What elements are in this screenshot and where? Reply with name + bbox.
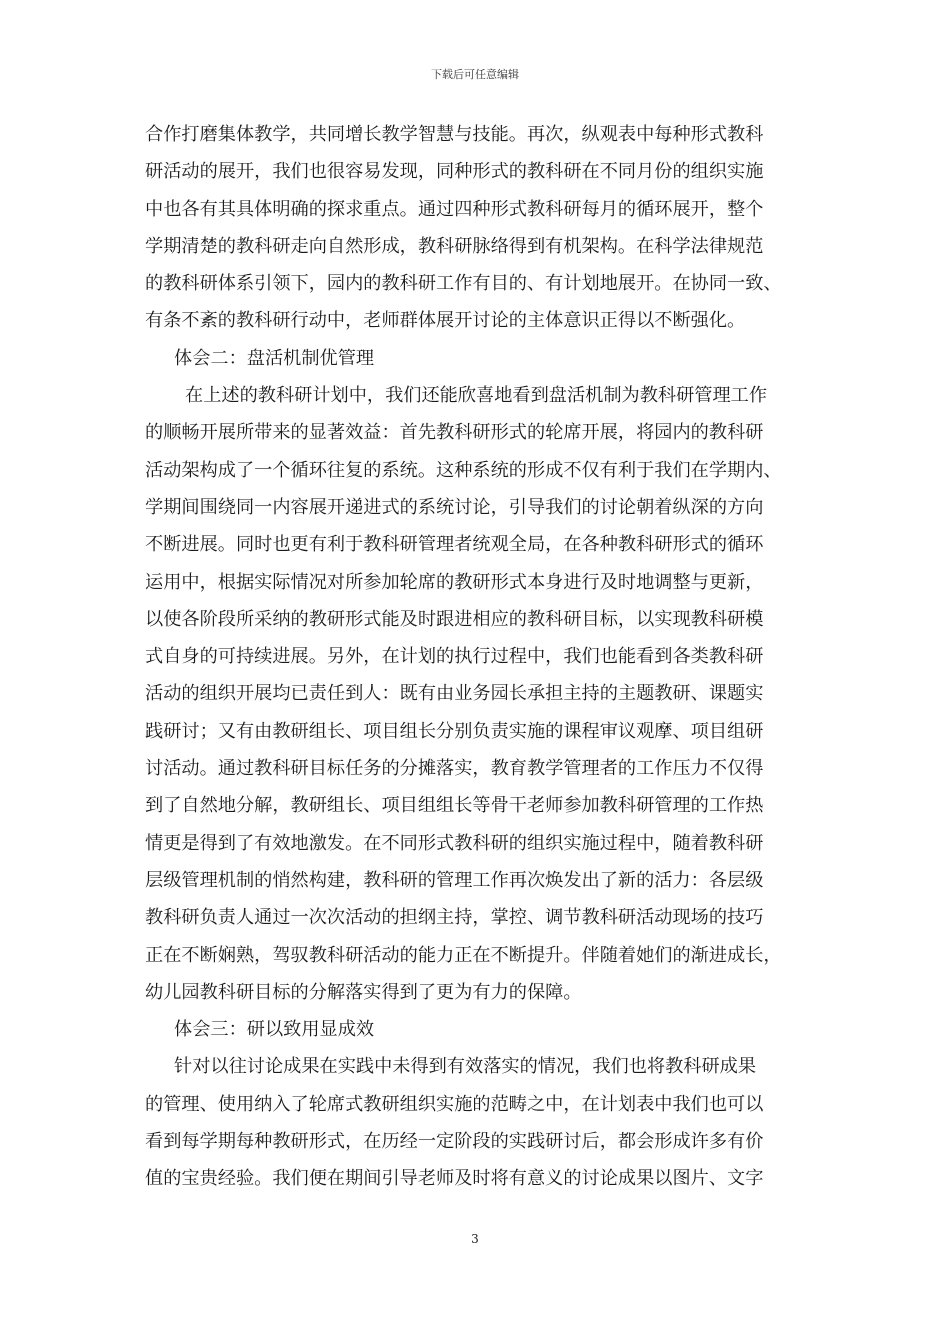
- text-line: 值的宝贵经验。我们便在期间引导老师及时将有意义的讨论成果以图片、文字: [145, 1168, 764, 1190]
- document-body: [145, 116, 825, 1198]
- text-line: 活动架构成了一个循环往复的系统。这种系统的形成不仅有利于我们在学期内、: [145, 459, 782, 481]
- text-line: 以使各阶段所采纳的教研形式能及时跟进相应的教科研目标，以实现教科研模: [145, 608, 764, 630]
- text-line: 不断进展。同时也更有利于教科研管理者统观全局，在各种教科研形式的循环: [145, 534, 764, 556]
- text-line: 看到每学期每种教研形式，在历经一定阶段的实践研讨后，都会形成许多有价: [145, 1131, 764, 1153]
- text-line: 讨活动。通过教科研目标任务的分摊落实，教育教学管理者的工作压力不仅得: [145, 758, 764, 780]
- text-line: 活动的组织开展均已责任到人：既有由业务园长承担主持的主题教研、课题实: [145, 683, 764, 705]
- text-line: 式自身的可持续进展。另外，在计划的执行过程中，我们也能看到各类教科研: [145, 646, 764, 668]
- page-header: 下载后可任意编辑: [431, 68, 519, 81]
- text-line: 有条不紊的教科研行动中，老师群体展开讨论的主体意识正得以不断强化。: [145, 310, 746, 332]
- text-line: 的教科研体系引领下，园内的教科研工作有目的、有计划地展开。在协同一致、: [145, 273, 782, 295]
- text-line: 到了自然地分解，教研组长、项目组组长等骨干老师参加教科研管理的工作热: [145, 795, 764, 817]
- section-heading: 体会三：研以致用显成效: [174, 1019, 375, 1041]
- text-line: 情更是得到了有效地激发。在不同形式教科研的组织实施过程中，随着教科研: [145, 832, 764, 854]
- text-line: 运用中，根据实际情况对所参加轮席的教研形式本身进行及时地调整与更新，: [145, 571, 764, 593]
- text-line: 中也各有其具体明确的探求重点。通过四种形式教科研每月的循环展开，整个: [145, 198, 764, 220]
- text-line: 研活动的展开，我们也很容易发现，同种形式的教科研在不同月份的组织实施: [145, 161, 764, 183]
- text-line: 践研讨；又有由教研组长、项目组长分别负责实施的课程审议观摩、项目组研: [145, 720, 764, 742]
- text-line: 学期间围绕同一内容展开递进式的系统讨论，引导我们的讨论朝着纵深的方向: [145, 496, 764, 518]
- text-line: 幼儿园教科研目标的分解落实得到了更为有力的保障。: [145, 981, 582, 1003]
- text-line: 教科研负责人通过一次次活动的担纲主持，掌控、调节教科研活动现场的技巧: [145, 907, 764, 929]
- text-line: 层级管理机制的悄然构建，教科研的管理工作再次焕发出了新的活力：各层级: [145, 869, 764, 891]
- text-line: 合作打磨集体教学，共同增长教学智慧与技能。再次，纵观表中每种形式教科: [145, 124, 764, 145]
- page-number: 3: [471, 1232, 479, 1246]
- text-line: 在上述的教科研计划中，我们还能欣喜地看到盘活机制为教科研管理工作: [185, 385, 768, 407]
- text-line: 正在不断娴熟，驾驭教科研活动的能力正在不断提升。伴随着她们的渐进成长，: [145, 944, 782, 966]
- section-heading: 体会二：盘活机制优管理: [174, 347, 375, 369]
- text-line: 的顺畅开展所带来的显著效益：首先教科研形式的轮席开展，将园内的教科研: [145, 422, 764, 444]
- text-line: 针对以往讨论成果在实践中未得到有效落实的情况，我们也将教科研成果: [174, 1056, 757, 1078]
- text-line: 学期清楚的教科研走向自然形成，教科研脉络得到有机架构。在科学法律规范: [145, 235, 764, 257]
- text-line: 的管理、使用纳入了轮席式教研组织实施的范畴之中，在计划表中我们也可以: [145, 1093, 764, 1115]
